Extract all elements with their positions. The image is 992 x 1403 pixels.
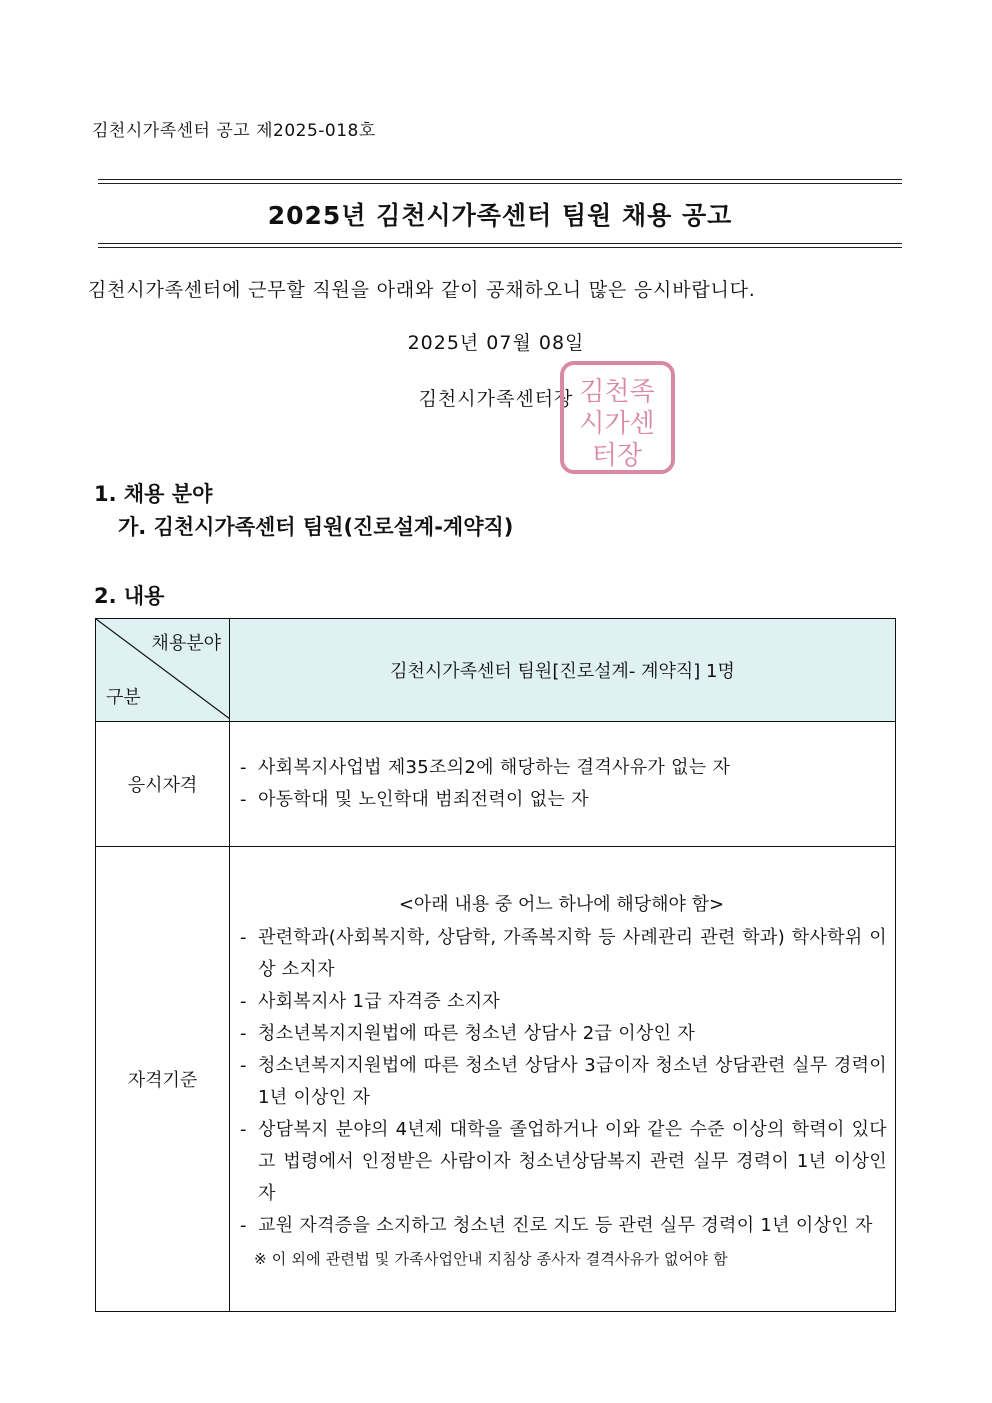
list-item: - 아동학대 및 노인학대 범죄전력이 없는 자 [236,784,887,816]
row-label-eligibility: 응시자격 [96,722,230,847]
intro-text: 김천시가족센터에 근무할 직원을 아래와 같이 공채하오니 많은 응시바랍니다. [88,279,756,301]
list-item: - 교원 자격증을 소지하고 청소년 진로 지도 등 관련 실무 경력이 1년 이상인 자 [236,1210,887,1242]
table-row [96,847,896,1312]
title-bottom-rule-inner [98,243,902,244]
notice-date: 2025년 07월 08일 [407,332,585,354]
row-label-criteria: 자격기준 [96,847,230,1312]
list-item: - 관련학과(사회복지학, 상담학, 가족복지학 등 사례관리 관련 학과) 학사학위 이상 소지자 [236,922,887,986]
table-row [96,722,896,847]
header-position: 김천시가족센터 팀원[진로설계- 계약직] 1명 [230,619,896,722]
criteria-note: ※ 이 외에 관련법 및 가족사업안내 지침상 종사자 결격사유가 없어야 함 [254,1249,728,1268]
title-top-rule [98,179,902,180]
svg-text:터장: 터장 [591,441,643,471]
list-item: - 사회복지사업법 제35조의2에 해당하는 결격사유가 없는 자 [236,752,887,784]
signer-name: 김천시가족센터장 [418,388,574,410]
list-item: - 상담복지 분야의 4년제 대학을 졸업하거나 이와 같은 수준 이상의 학력이 있다고 법령에서 인정받은 사람이자 청소년상담복지 관련 실무 경력이 1년 이상인 자 [236,1114,887,1210]
list-item: - 사회복지사 1급 자격증 소지자 [236,986,887,1018]
title-bottom-rule [98,247,902,248]
page-title: 2025년 김천시가족센터 팀원 채용 공고 [267,201,733,230]
header-top-label: 채용분야 [151,633,221,654]
official-seal [559,360,676,475]
title-top-rule-inner [98,183,902,184]
svg-text:김천족: 김천족 [579,377,655,407]
section-1-heading: 1. 채용 분야 [94,482,213,506]
header-diagonal-cell [96,619,230,722]
notice-number: 김천시가족센터 공고 제2025-018호 [92,121,376,141]
criteria-subheading: <아래 내용 중 어느 하나에 해당해야 함> [398,893,725,915]
section-2-heading: 2. 내용 [94,584,165,608]
list-item: - 청소년복지지원법에 따른 청소년 상담사 3급이자 청소년 상담관련 실무 경력이 1년 이상인 자 [236,1050,887,1114]
section-1a-heading: 가. 김천시가족센터 팀원(진로설계-계약직) [118,515,514,539]
list-item: - 청소년복지지원법에 따른 청소년 상담사 2급 이상인 자 [236,1018,887,1050]
recruitment-table [95,618,896,1312]
svg-text:시가센: 시가센 [579,409,655,439]
header-bottom-label: 구분 [106,687,141,708]
